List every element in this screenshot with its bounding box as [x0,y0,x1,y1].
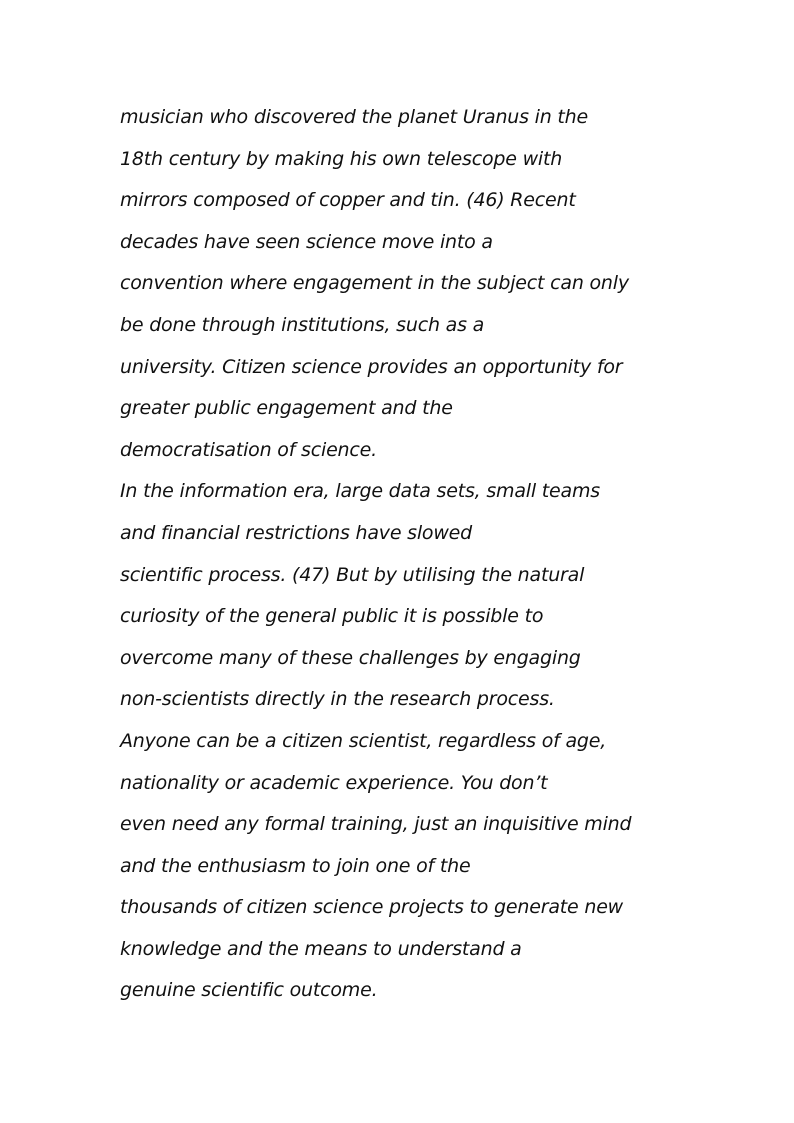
text-line: greater public engagement and the [120,397,453,420]
text-line: knowledge and the means to understand a [120,937,522,960]
text-line: non-scientists directly in the research process. [120,688,555,711]
text-line: and financial restrictions have slowed [120,521,473,544]
text-line: overcome many of these challenges by engaging [120,646,581,669]
text-line: thousands of citizen science projects to generate new [120,896,624,919]
text-line: convention where engagement in the subject can only [120,272,629,295]
body-text [120,97,740,1012]
text-line: genuine scientific outcome. [120,979,378,1002]
text-line: 18th century by making his own telescope with [120,147,563,170]
text-line: musician who discovered the planet Uranus in the [120,106,589,128]
text-line: nationality or academic experience. You don’t [120,771,548,794]
text-line: scientific process. (47) But by utilising the natural [120,563,585,586]
text-line: be done through institutions, such as a [120,313,485,336]
text-line: Anyone can be a citizen scientist, regardless of age, [120,729,607,752]
text-line: mirrors composed of copper and tin. (46) Recent [120,189,576,212]
text-line: democratisation of science. [120,438,377,461]
text-line: curiosity of the general public it is possible to [120,605,544,628]
text-line: university. Citizen science provides an opportunity for [120,355,623,378]
text-line: decades have seen science move into a [120,230,493,253]
text-line: In the information era, large data sets, small teams [120,480,600,503]
text-line: and the enthusiasm to join one of the [120,854,471,877]
text-line: even need any formal training, just an inquisitive mind [120,813,632,836]
